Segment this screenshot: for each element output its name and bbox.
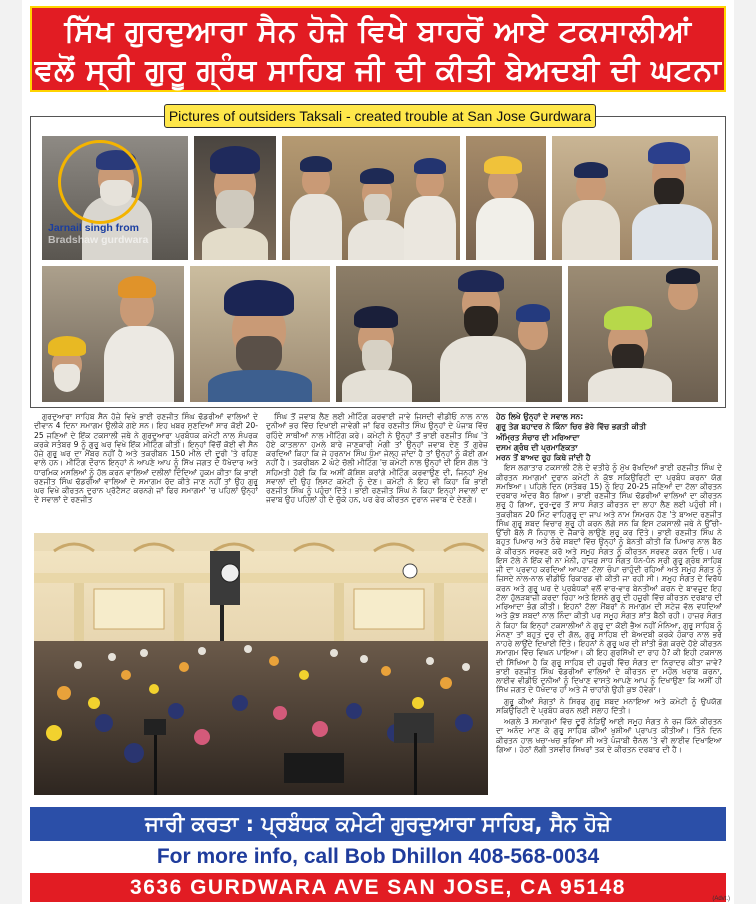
question-item: ਦਸਮ ਗ੍ਰੰਥ ਦੀ ਪ੍ਰਮਾਣਿਕਤਾ: [496, 442, 578, 452]
advt-label: (Advt.): [712, 896, 730, 902]
headline-line-2: ਵਲੋਂ ਸ੍ਰੀ ਗੁਰੂ ਗ੍ਰੰਥ ਸਾਹਿਬ ਜੀ ਦੀ ਕੀਤੀ ਬੇਅਦਬੀ ਦੀ ਘਟਨਾ: [34, 53, 722, 88]
article-column-2: [266, 412, 488, 530]
issued-by-banner: ਜਾਰੀ ਕਰਤਾ : ਪ੍ਰਬੰਧਕ ਕਮੇਟੀ ਗੁਰਦੁਆਰਾ ਸਾਹਿਬ, ਸੈਨ ਹੋਜ਼ੇ: [30, 807, 726, 841]
article-column-1: [34, 412, 258, 530]
headline-line-1: ਸਿੱਖ ਗੁਰਦੁਆਰਾ ਸੈਨ ਹੋਜ਼ੇ ਵਿਖੇ ਬਾਹਰੋਂ ਆਏ ਟਕਸਾਲੀਆਂ: [64, 14, 692, 49]
article-paragraph: ਇਸ ਲਗਾਤਾਰ ਟਕਸਾਲੀ ਟੋਲੇ ਦੇ ਵਤੀਰੇ ਨੂੰ ਮੁੱਖ ਰੱਖਦਿਆਂ ਭਾਈ ਰਣਜੀਤ ਸਿੰਘ ਦੇ ਕੀਰਤਨ ਸਮਾਗਮਾਂ ਦੁਰਾਨ ਕਮੇਟੀ ਨੇ ਕੁੱਝ ਸਕਿਉਰਿਟੀ ਦਾ ਪ੍ਰਬੰਧ ਕਰਨਾ ਯੋਗ ਸਮਝਿਆ। ਪਹਿਲੇ ਦਿਨ (ਸਤੰਬਰ 15) ਨੂੰ ਇਹ 20-25 ਜਣਿਆਂ ਦਾ ਟੋਲਾ ਕੀਰਤਨ ਦਰਬਾਰ ਅੰਦਰ ਬੈਠ ਗਿਆ। ਭਾਈ ਰਣਜੀਤ ਸਿੰਘ ਢੱਡਰੀਆਂ ਵਾਲਿਆਂ ਦਾ ਕੀਰਤਨ ਸ਼ੁਰੂ ਹੋ ਗਿਆ, ਦੂਰ-ਦੂਰ ਤੋਂ ਸਾਧ ਸੰਗਤ ਕੀਰਤਨ ਦਾ ਲਾਹਾ ਲੈਣ ਲਈ ਪਹੁੰਚੀ ਸੀ। ਤਕਰੀਬਨ 20 ਮਿੰਟ ਵਾਹਿਗੁਰੂ ਦਾ ਜਾਪ ਅਤੇ ਨਾਮ ਸਿਮਰਨ ਹੋਣ 'ਤੇ ਬਾਅਦ ਰਣਜੀਤ ਸਿੰਘ ਗੁਰੂ ਸ਼ਬਦ ਵਿਚਾਰ ਸ਼ੁਰੂ ਹੀ ਕਰਨ ਲੱਗੇ ਸਨ ਕਿ ਇਸ ਟਕਸਾਲੀ ਜਥੇ ਨੇ ਉੱਚੀ-ਉੱਚੀ ਬੋਲੇ ਸੋ ਨਿਹਾਲ ਦੇ ਜੈਕਾਰੇ ਲਾਉਣੇ ਸ਼ੁਰੂ ਕਰ ਦਿੱਤੇ। ਭਾਈ ਰਣਜੀਤ ਸਿੰਘ ਨੇ ਬਹੁਤ ਪਿਆਰ ਅਤੇ ਠੰਢੇ ਸ਼ਬਦਾਂ ਵਿੱਚ ਉਨ੍ਹਾਂ ਨੂੰ ਬੇਨਤੀ ਕੀਤੀ ਕਿ ਪਿਆਰ ਨਾਲ ਬੈਠ ਕੇ ਕੀਰਤਨ ਸਰਵਣ ਕਰੋ ਅਤੇ ਸਮੂਹ ਸੰਗਤ ਨੂੰ ਕੀਰਤਨ ਸਰਵਣ ਕਰਨ ਦਿਓ। ਪਰ ਇਸ ਟੋਲੇ ਨੇ ਇੱਕ ਵੀ ਨਾ ਮੰਨੀ, ਹਾਜ਼ਰ ਸਾਧ ਸੰਗਤ ਧੰਨ-ਧੰਨ ਸ੍ਰੀ ਗੁਰੂ ਗ੍ਰੰਥ ਸਾਹਿਬ ਜੀ ਦਾ ਪ੍ਰਵਾਹ ਕਰਦਿਆਂ ਆਪਣਾ ਟੋਲਾ ਚੰਪਾ ਚਾਹੁੰਦੀ ਰਹਿਆਂ ਅਤੇ ਸਮੂਹ ਸੰਗਤ ਨੂੰ ਜ਼ਿਸਦੇ ਨਾਲ-ਨਾਲ ਵੀਡੀਓ ਰਿਕਾਰਡ ਵੀ ਕੀਤੀ ਜਾ ਰਹੀ ਸੀ। ਸਮੂਹ ਸੰਗਤ ਦੇ ਵਿਰੋਧ ਕਰਨ ਅਤੇ ਗੁਰੂ ਘਰ ਦੇ ਪ੍ਰਬੰਧਕਾਂ ਵਲੋਂ ਵਾਰ-ਵਾਰ ਬੇਨਤੀਆਂ ਕਰਨ ਦੇ ਬਾਵਜੂਦ ਇਹ ਟੋਲਾ ਹੁੱਲੜਬਾਜ਼ੀ ਕਰਦਾ ਰਿਹਾ ਅਤੇ ਇਸਨੇ ਗੁਰੂ ਦੀ ਹਜ਼ੂਰੀ ਵਿੱਚ ਕੀਰਤਨ ਦਰਬਾਰ ਦੀ ਮਰਿਆਦਾ ਭੰਗ ਕੀਤੀ। ਇਹਨਾਂ ਟੋਲਾ ਮੈਂਬਰਾਂ ਨੇ ਸਮਾਗਮ ਦੀ ਸਟੇਜ ਵੱਲ ਵਧਦਿਆਂ ਅਤੇ ਕੁੱਝ ਸ਼ਬਦਾਂ ਨਾਲ ਨਿੰਦਾ ਕੀਤੀ ਪਰ ਸਮੂਹ ਸੰਗਤ ਸ਼ਾਂਤ ਬੈਠੀ ਰਹੀ। ਹਾਜ਼ਰ ਸੰਗਤ ਨੇ ਕਿਹਾ ਕਿ ਇਨ੍ਹਾਂ ਟਕਸਾਲੀਆਂ ਨੇ ਗੁਰੂ ਦਾ ਕੋਈ ਭੈਅ ਨਹੀਂ ਮੰਨਿਆ, ਗੁਰੂ ਸਾਹਿਬ ਨੂੰ ਮੰਨਣਾ ਤਾਂ ਬਹੁਤ ਦੂਰ ਦੀ ਗੱਲ, ਗੁਰੂ ਸਾਹਿਬ ਦੀ ਬੇਅਦਬੀ ਕਰਕੇ ਹੰਕਾਰ ਨਾਲ ਭਰੇ ਨਾਹਰੇ ਲਾਉਂਦੇ ਦਿਖਾਈ ਦਿੱਤੇ। ਇਹਨਾਂ ਨੇ ਗੁਰੂ ਘਰ ਦੀ ਸ਼ਾਂਤੀ ਭੰਗ ਕਰਦੇ ਹੋਏ ਕੀਰਤਨ ਸਮਾਗਮ ਵਿੱਚ ਵਿਘਨ ਪਾਇਆ। ਕੀ ਇਹ ਗੁਰਸਿੱਖੀ ਦਾ ਰਾਹ ਹੈ? ਕੀ ਇਹੀ ਟਕਸਾਲ ਦੀ ਸਿੱਖਿਆ ਹੈ ਕਿ ਗੁਰੂ ਸਾਹਿਬ ਦੀ ਹਜ਼ੂਰੀ ਵਿੱਚ ਸੰਗਤ ਦਾ ਨਿਰਾਦਰ ਕੀਤਾ ਜਾਵੇ? ਭਾਈ ਰਣਜੀਤ ਸਿੰਘ ਢੱਡਰੀਆਂ ਵਾਲਿਆਂ ਦੇ ਕੀਰਤਨ ਦਾ ਮਹੌਲ ਖਰਾਬ ਕਰਨਾ, ਲਾਈਵ ਵੀਡੀਓ ਦੁਨੀਆਂ ਨੂੰ ਦਿਖਾਣ ਵਾਸਤੇ ਆਪਣੇ ਆਪ ਨੂੰ ਦਿਖਾਉਣਾ ਕਿ ਅਸੀਂ ਹੀ ਸਿੱਖ ਜਗਤ ਦੇ ਧੋਖੇਦਾਰ ਹਾਂ ਅਤੇ ਜੋ ਚਾਹਾਂਗੇ ਉਹੀ ਕੁਝ ਹੋਵੇਗਾ।: [496, 463, 722, 695]
photo-man-green-turban: [568, 266, 718, 402]
photo-man-orange-turban: [42, 266, 184, 402]
article-paragraph: ਗੁਰੂ ਕੀਆਂ ਸੰਗਤਾਂ ਨੇ ਸਿਰਫ ਗੁਰੂ ਸ਼ਬਦ ਮਨਾਇਆ ਅਤੇ ਕਮੇਟੀ ਨੂੰ ਉਪਯੋਗ ਸਕਿਉਰਿਟੀ ਦੇ ਪ੍ਰਬੰਧ ਕਰਨ ਲਈ ਸਲਾਹ ਦਿੱਤੀ।: [496, 696, 722, 715]
headline-banner: [30, 6, 726, 92]
contact-info: For more info, call Bob Dhillon 408-568-0034: [156, 845, 600, 868]
question-item: ਮਰਨ ਤੋਂ ਬਾਅਦ ਰੂਹ ਕਿਥੇ ਜਾਂਦੀ ਹੈ: [496, 453, 591, 462]
jarnail-singh-label: [48, 222, 148, 246]
page-margin-left: [0, 0, 22, 904]
questions-heading: ਹੇਠ ਲਿਖੇ ਉਨ੍ਹਾਂ ਦੇ ਸਵਾਲ ਸਨ:: [496, 412, 584, 421]
article-column-3: [496, 412, 722, 800]
photo-group-4: [466, 136, 546, 260]
photo-portrait-navy-turban: [190, 266, 330, 402]
article-paragraph: ਗੁਰਦੁਆਰਾ ਸਾਹਿਬ ਸੈਨ ਹੋਜ਼ੇ ਵਿਖੇ ਭਾਈ ਰਣਜੀਤ ਸਿੰਘ ਢੱਡਰੀਆਂ ਵਾਲਿਆਂ ਦੇ ਦੀਵਾਨ 4 ਦਿਨਾ ਸਮਾਗਮ ਉਲੀਕੇ ਗਏ ਸਨ। ਇਹ ਖ਼ਬਰ ਸੁਣਦਿਆਂ ਸਾਰ ਕੋਈ 20-25 ਜਣਿਆਂ ਦੇ ਇੱਕ ਟਕਸਾਲੀ ਜਥੇ ਨੇ ਗੁਰਦੁਆਰਾ ਪ੍ਰਬੰਧਕ ਕਮੇਟੀ ਨਾਲ ਸੰਪਰਕ ਕਰਕੇ ਸਤੰਬਰ 9 ਨੂੰ ਗੁਰੂ ਘਰ ਵਿਖੇ ਇੱਕ ਮੀਟਿੰਗ ਕੀਤੀ। ਇਨ੍ਹਾਂ ਵਿੱਚੋਂ ਕੋਈ ਵੀ ਸੈਨ ਹੋਜ਼ੇ ਗੁਰੂ ਘਰ ਦਾ ਮੈਂਬਰ ਨਹੀਂ ਹੈ ਅਤੇ ਤਕਰੀਬਨ 150 ਮੀਲ ਦੀ ਦੂਰੀ 'ਤੇ ਰਹਿਣ ਵਾਲੇ ਹਨ। ਮੀਟਿੰਗ ਦੌਰਾਨ ਇਨ੍ਹਾਂ ਨੇ ਆਪਣੇ ਆਪ ਨੂੰ ਸਿੱਖ ਜਗਤ ਦੇ ਧੋਖੇਦਾਰ ਅਤੇ ਧਾਰਮਿਕ ਮਸਲਿਆਂ ਨੂੰ ਹੱਲ ਕਰਨ ਵਾਲਿਆਂ ਦਲੀਲਾਂ ਦਿੰਦਿਆਂ ਹੁਕਮ ਕੀਤਾ ਕਿ ਭਾਈ ਰਣਜੀਤ ਸਿੰਘ ਢੱਡਰੀਆਂ ਵਾਲਿਆਂ ਦੇ ਸਮਾਗਮ ਰੱਦ ਕੀਤੇ ਜਾਣ ਨਹੀਂ ਤਾਂ ਉਹ ਗੁਰੂ ਘਰ ਵਿਖੇ ਕੀਰਤਨ ਦੁਰਾਨ ਪ੍ਰੋਟੈਸਟ ਕਰਨਗੇ ਜਾਂ ਫਿਰ ਸਮਾਗਮਾਂ 'ਚ ਪਹਿਲਾਂ ਉਨ੍ਹਾਂ ਦੇ ਸਵਾਲਾਂ ਦੇ ਰਣਜੀਤ: [34, 412, 258, 505]
article-paragraph: ਸਿੰਘ ਤੋਂ ਜਵਾਬ ਲੈਣ ਲਈ ਮੀਟਿੰਗ ਕਰਵਾਈ ਜਾਵੇ ਜਿਸਦੀ ਵੀਡੀਓ ਨਾਲ ਨਾਲ ਦੁਨੀਆਂ ਭਰ ਵਿੱਚ ਦਿਖਾਈ ਜਾਵੇਗੀ ਜਾਂ ਫਿਰ ਰਣਜੀਤ ਸਿੰਘ ਉਨ੍ਹਾਂ ਦੇ ਪੰਜਾਬ ਵਿੱਚ ਰਹਿੰਦੇ ਸਾਥੀਆਂ ਨਾਲ ਮੀਟਿੰਗ ਕਰੇ। ਕਮੇਟੀ ਨੇ ਉਨ੍ਹਾਂ ਤੋਂ ਭਾਈ ਰਣਜੀਤ ਸਿੰਘ 'ਤੇ ਹੋਏ ਕਾਤਲਾਨਾ ਹਮਲੇ ਬਾਰੇ ਜਾਣਕਾਰੀ ਮੰਗੀ ਤਾਂ ਉਨ੍ਹਾਂ ਜਵਾਬ ਦੇਣ ਤੋਂ ਗੁਰੇਜ਼ ਕਰਦਿਆਂ ਕਿਹਾ ਕਿ ਜੇ ਹਰਨਾਮ ਸਿੰਘ ਧੁੰਮਾ ਜੇਲ੍ਹ ਜਾਂਦਾ ਹੈ ਤਾਂ ਉਨ੍ਹਾਂ ਨੂੰ ਕੋਈ ਗਮ ਨਹੀਂ ਹੈ। ਤਕਰੀਬਨ 2 ਘੰਟੇ ਚੱਲੀ ਮੀਟਿੰਗ 'ਚ ਕਮੇਟੀ ਨਾਲ ਉਨ੍ਹਾਂ ਦੀ ਇਸ ਗੱਲ 'ਤੇ ਸਹਿਮਤੀ ਹੋਈ ਕਿ ਕਿ ਅਸੀਂ ਕੋਸ਼ਿਸ਼ ਕਰਾਂਗੇ ਮੀਟਿੰਗ ਕਰਵਾਉਣ ਦੀ, ਜਿਨ੍ਹਾਂ ਮੁੱਖ ਸਵਾਲਾਂ ਦੀ ਉਹ ਲਿਸਟ ਕਮੇਟੀ ਨੂੰ ਦੇਣ। ਕਮੇਟੀ ਨੇ ਇਹ ਵੀ ਕਿਹਾ ਕਿ ਭਾਈ ਰਣਜੀਤ ਸਿੰਘ ਨੂੰ ਪਹੁੰਚਾ ਦਿੱਤੇ। ਭਾਈ ਰਣਜੀਤ ਸਿੰਘ ਨੇ ਕਿਹਾ ਇਨ੍ਹਾਂ ਸਵਾਲਾਂ ਦਾ ਜਵਾਬ ਉਹ ਪਹਿਲਾਂ ਹੀ ਦੇ ਚੁੱਕੇ ਹਨ, ਪਰ ਫੇਰ ਕੀਰਤਨ ਦੁਰਾਨ ਜਵਾਬ ਦੇ ਦੇਣਗੇ।: [266, 412, 488, 505]
photo-group-walking: [336, 266, 562, 402]
highlight-circle: [58, 140, 142, 224]
question-item: ਗੁਰੂ ਤੇਗ ਬਹਾਦਰ ਨੇ ਕਿੰਨਾ ਚਿਰ ਭੋਰੇ ਵਿੱਚ ਭਗਤੀ ਕੀਤੀ: [496, 422, 647, 432]
jarnail-label-line-1: Jarnail singh from: [48, 222, 140, 234]
question-item: ਅੰਮ੍ਰਿਤ ਸੰਚਾਰ ਦੀ ਮਰਿਆਦਾ: [496, 432, 580, 442]
photo-jarnail-singh: [42, 136, 188, 260]
article-paragraph: ਅਗਲੇ 3 ਸਮਾਗਮਾਂ ਵਿੱਚ ਦੂਰੋਂ ਨੇੜਿਉਂ ਆਈ ਸਮੂਹ ਸੰਗਤ ਨੇ ਰਜ ਕਿੰਨੇ ਕੀਰਤਨ ਦਾ ਅਨੰਦ ਮਾਣ ਕੇ ਗੁਰੂ ਸਾਹਿਬ ਕੀਆਂ ਖੁਸ਼ੀਆਂ ਪ੍ਰਾਪਤ ਕੀਤੀਆਂ। ਤਿੰਨੇ ਦਿਨ ਕੀਰਤਨ ਹਾਲ ਖਚਾ-ਖਚ ਭਰਿਆ ਸੀ ਅਤੇ ਪੰਜਾਬੀ ਚੈਨਲ 'ਤੇ ਵੀ ਲਾਈਵ ਦਿਖਾਇਆ ਗਿਆ। ਹੇਠਾਂ ਲੱਗੀ ਤਸਵੀਰ ਸਿਖਰਾਂ ਤਕ ਦੇ ਕੀਰਤਨ ਦਰਬਾਰ ਦੀ ਹੈ।: [496, 717, 722, 754]
jarnail-label-line-2: Bradshaw gurdwara: [48, 234, 149, 246]
photo-man-blue-turban: [552, 136, 718, 260]
photo-caption: Pictures of outsiders Taksali - created trouble at San Jose Gurdwara: [164, 104, 596, 128]
address-banner: 3636 GURDWARA AVE SAN JOSE, CA 95148: [30, 873, 726, 902]
photo-portrait-2: [194, 136, 276, 260]
photo-kirtan-darbar-hall: [34, 533, 488, 795]
photo-group-3: [282, 136, 460, 260]
page-margin-right: [734, 0, 756, 904]
newspaper-advertisement: [22, 0, 734, 904]
congregation-scene: [34, 533, 488, 795]
